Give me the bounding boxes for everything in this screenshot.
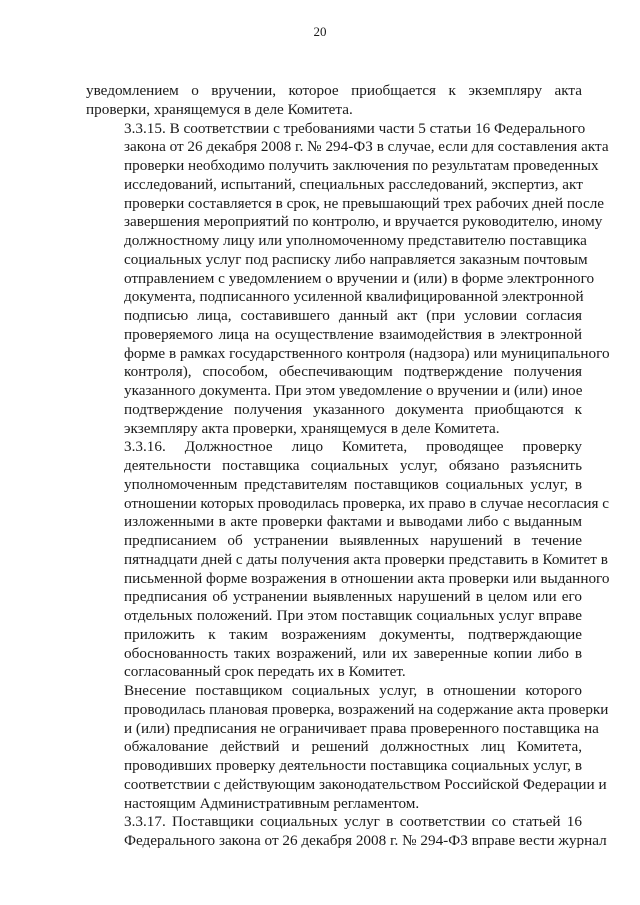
document-body	[86, 82, 610, 851]
text-line: экземпляру акта проверки, хранящемуся в деле Комитета.	[124, 419, 500, 437]
text-line: отдельных положений. При этом поставщик социальных услуг вправе	[124, 607, 582, 624]
text-line: предписанием об устранении выявленных нарушений в течение	[124, 532, 582, 549]
text-line: уполномоченным представителям поставщиков социальных услуг, в	[124, 475, 582, 493]
text-line: Федерального закона от 26 декабря 2008 г. № 294-ФЗ вправе вести журнал	[124, 832, 607, 849]
paragraph	[86, 82, 582, 120]
text-line: деятельности поставщика социальных услуг, обязано разъяснить	[124, 457, 582, 474]
text-line: социальных услуг под расписку либо направляется заказным почтовым	[124, 250, 588, 268]
text-line: обжалование действий и решений должностных лиц Комитета,	[124, 738, 582, 756]
text-line: 3.3.15. В соответствии с требованиями части 5 статьи 16 Федерального	[124, 119, 586, 137]
text-line: настоящим Административным регламентом.	[124, 794, 420, 812]
paragraph	[86, 119, 610, 439]
text-line: Внесение поставщиком социальных услуг, в отношении которого	[124, 682, 582, 699]
text-line: приложить к таким возражениям документы, подтверждающие	[124, 625, 582, 643]
text-line: проверки необходимо получить заключения по результатам проведенных	[124, 157, 599, 174]
text-line: исследований, испытаний, специальных расследований, экспертиз, акт	[124, 175, 583, 193]
text-line: изложенными в акте проверки фактами и выводами либо с выданным	[124, 513, 582, 531]
text-line: подписью лица, составившего данный акт (при условии согласия	[124, 307, 582, 324]
page-number: 20	[313, 24, 327, 39]
paragraph	[86, 813, 607, 851]
text-line: подтверждение получения указанного документа приобщаются к	[124, 400, 582, 418]
text-line: проводилась плановая проверка, возражений на содержание акта проверки	[124, 700, 609, 718]
text-line: проводивших проверку деятельности поставщика социальных услуг, в	[124, 757, 582, 774]
text-line: уведомлением о вручении, которое приобщается к экземпляру акта	[86, 82, 582, 99]
text-line: проверки составляется в срок, не превышающий трех рабочих дней после	[124, 194, 605, 212]
text-line: письменной форме возражения в отношении акта проверки или выданного	[124, 569, 610, 587]
text-line: закона от 26 декабря 2008 г. № 294-ФЗ в случае, если для составления акта	[124, 138, 609, 156]
text-line: контроля), способом, обеспечивающим подтверждение получения	[124, 363, 582, 381]
text-line: соответствии с действующим законодательством Российской Федерации и	[124, 775, 607, 793]
text-line: указанного документа. При этом уведомление о вручении и (или) иное	[124, 382, 583, 399]
paragraph	[86, 438, 610, 682]
text-line: отношении которых проводилась проверка, их право в случае несогласия с	[124, 494, 609, 512]
text-line: предписания об устранении выявленных нарушений в целом или его	[124, 588, 582, 606]
text-line: проверяемого лица на осуществление взаимодействия в электронной	[124, 325, 582, 343]
text-line: завершения мероприятий по контролю, и вручается руководителю, иному	[124, 213, 603, 231]
text-line: согласованный срок передать их в Комитет.	[124, 663, 406, 681]
text-line: 3.3.16. Должностное лицо Комитета, проводящее проверку	[124, 438, 582, 456]
text-line: документа, подписанного усиленной квалифицированной электронной	[124, 288, 584, 306]
text-line: 3.3.17. Поставщики социальных услуг в соответствии со статьей 16	[124, 813, 582, 831]
text-line: форме в рамках государственного контроля (надзора) или муниципального	[124, 344, 610, 362]
text-line: и (или) предписания не ограничивает права проверенного поставщика на	[124, 719, 599, 737]
text-line: должностному лицу или уполномоченному представителю поставщика	[124, 232, 587, 249]
text-line: проверки, хранящемуся в деле Комитета.	[86, 100, 353, 118]
text-line: обоснованность таких возражений, или их заверенные копии либо в	[124, 644, 582, 662]
paragraph	[86, 682, 609, 813]
text-line: пятнадцати дней с даты получения акта проверки представить в Комитет в	[124, 550, 608, 568]
text-line: отправлением с уведомлением о вручении и (или) в форме электронного	[124, 269, 595, 287]
